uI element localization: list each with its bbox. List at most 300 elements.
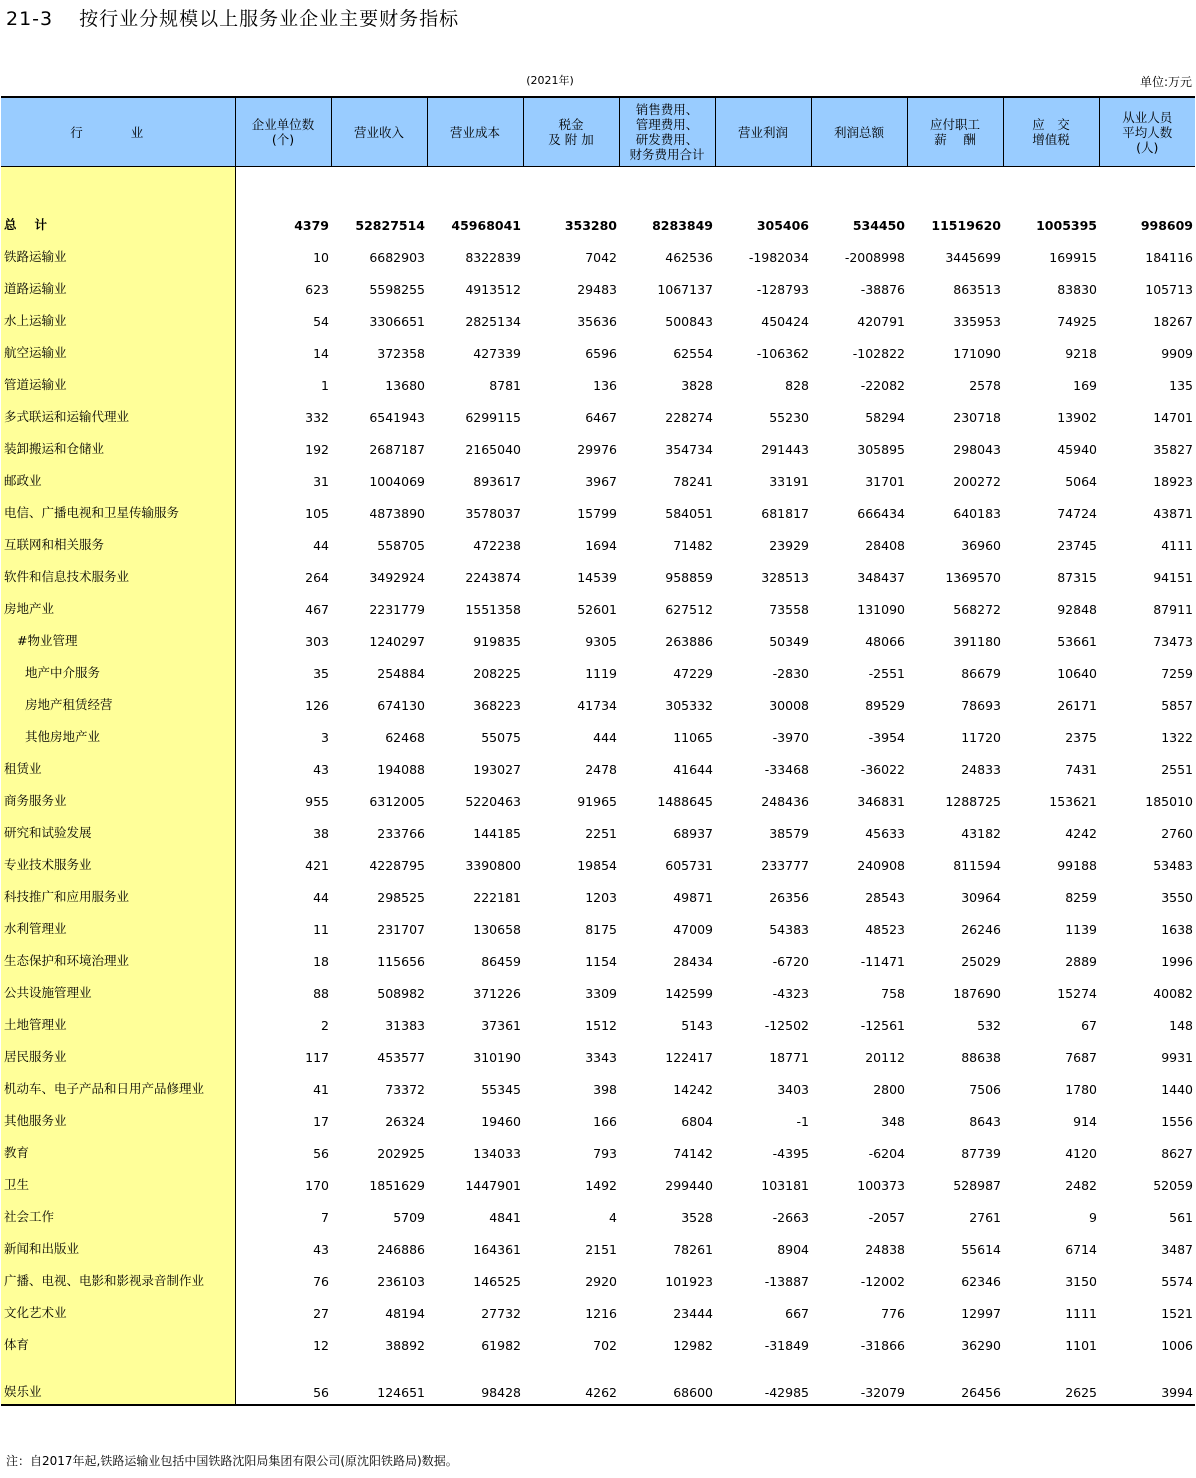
cell-avg-employees: 1556 [1161, 1113, 1193, 1129]
cell-vat-payable: 1005395 [1036, 217, 1097, 233]
cell-enterprise-count: 56 [235, 1357, 331, 1405]
cell-wages-payable: 3445699 [945, 249, 1001, 265]
cell-operating-revenue: 674130 [377, 697, 425, 713]
cell-taxes-surcharges: 19854 [577, 857, 617, 873]
cell-total-profit: -2008998 [844, 249, 905, 265]
table-body [1, 167, 1195, 1405]
cell-expenses-total: 41644 [673, 761, 713, 777]
cell-taxes-surcharges: 166 [593, 1113, 617, 1129]
cell-enterprise-count: 18 [313, 953, 329, 969]
header-expenses-total: 销售费用、 管理费用、 研发费用、 财务费用合计 [619, 97, 715, 167]
cell-operating-cost: 2243874 [465, 569, 521, 585]
cell-total-profit: -11471 [860, 953, 905, 969]
cell-taxes-surcharges: 702 [593, 1337, 617, 1353]
cell-operating-cost: 3390800 [465, 857, 521, 873]
cell-operating-cost: 19460 [481, 1113, 521, 1129]
cell-operating-profit: 18771 [769, 1049, 809, 1065]
cell-total-profit: -31866 [860, 1337, 905, 1353]
cell-expenses-total: 11065 [673, 729, 713, 745]
industry-name: 居民服务业 [1, 1037, 235, 1069]
cell-expenses-total: 8283849 [652, 217, 713, 233]
cell-enterprise-count: 54 [313, 313, 329, 329]
cell-taxes-surcharges: 1216 [585, 1305, 617, 1321]
cell-avg-employees: 3994 [1099, 1357, 1195, 1405]
cell-wages-payable: 86679 [961, 665, 1001, 681]
industry-name: 水利管理业 [1, 909, 235, 941]
cell-avg-employees: 1322 [1161, 729, 1193, 745]
cell-operating-revenue: 52827514 [355, 217, 425, 233]
industry-name: 科技推广和应用服务业 [1, 877, 235, 909]
cell-taxes-surcharges: 3343 [585, 1049, 617, 1065]
cell-operating-revenue: 558705 [377, 537, 425, 553]
cell-enterprise-count: 41 [313, 1081, 329, 1097]
cell-total-profit: -2551 [868, 665, 905, 681]
cell-operating-profit: -42985 [715, 1357, 811, 1405]
cell-taxes-surcharges: 29976 [577, 441, 617, 457]
cell-vat-payable: 67 [1081, 1017, 1097, 1033]
cell-avg-employees: 4111 [1161, 537, 1193, 553]
cell-total-profit: -38876 [860, 281, 905, 297]
cell-avg-employees: 9931 [1161, 1049, 1193, 1065]
cell-enterprise-count: 955 [305, 793, 329, 809]
cell-operating-revenue: 124651 [331, 1357, 427, 1405]
cell-avg-employees: 18923 [1153, 473, 1193, 489]
cell-taxes-surcharges: 4262 [523, 1357, 619, 1405]
cell-avg-employees: 35827 [1153, 441, 1193, 457]
cell-total-profit: 100373 [857, 1177, 905, 1193]
cell-operating-cost: 1447901 [465, 1177, 521, 1193]
cell-operating-profit: -2830 [772, 665, 809, 681]
table-number: 21-3 [6, 8, 54, 30]
financial-indicators-table [1, 96, 1195, 1406]
cell-operating-cost: 37361 [481, 1017, 521, 1033]
cell-taxes-surcharges: 1694 [585, 537, 617, 553]
cell-vat-payable: 6714 [1065, 1241, 1097, 1257]
cell-enterprise-count: 303 [305, 633, 329, 649]
table-row [1, 717, 1195, 749]
table-row [1, 1325, 1195, 1357]
cell-total-profit: 305895 [857, 441, 905, 457]
cell-wages-payable: 78693 [961, 697, 1001, 713]
table-row [1, 1293, 1195, 1325]
cell-wages-payable: 11720 [961, 729, 1001, 745]
industry-name: 新闻和出版业 [1, 1229, 235, 1261]
cell-total-profit: 776 [881, 1305, 905, 1321]
cell-taxes-surcharges: 1492 [585, 1177, 617, 1193]
cell-enterprise-count: 170 [305, 1177, 329, 1193]
cell-taxes-surcharges: 444 [593, 729, 617, 745]
header-enterprise-count: 企业单位数 (个) [235, 97, 331, 167]
cell-total-profit: 20112 [865, 1049, 905, 1065]
industry-name: 道路运输业 [1, 269, 235, 301]
cell-operating-revenue: 4228795 [369, 857, 425, 873]
cell-wages-payable: 391180 [953, 633, 1001, 649]
cell-operating-cost: 4913512 [465, 281, 521, 297]
cell-operating-revenue: 62468 [385, 729, 425, 745]
header-row [1, 97, 1195, 167]
industry-name: 软件和信息技术服务业 [1, 557, 235, 589]
cell-taxes-surcharges: 1203 [585, 889, 617, 905]
table-row [1, 1005, 1195, 1037]
cell-operating-revenue: 2687187 [369, 441, 425, 457]
cell-avg-employees: 1521 [1161, 1305, 1193, 1321]
table-row [1, 845, 1195, 877]
cell-vat-payable: 26171 [1057, 697, 1097, 713]
cell-wages-payable: 88638 [961, 1049, 1001, 1065]
cell-total-profit: 758 [881, 985, 905, 1001]
table-row [1, 877, 1195, 909]
industry-name: 多式联运和运输代理业 [1, 397, 235, 429]
cell-enterprise-count: 105 [305, 505, 329, 521]
cell-total-profit: 24838 [865, 1241, 905, 1257]
cell-taxes-surcharges: 2920 [585, 1273, 617, 1289]
cell-total-profit: -6204 [868, 1145, 905, 1161]
cell-expenses-total: 228274 [665, 409, 713, 425]
cell-operating-revenue: 6312005 [369, 793, 425, 809]
industry-name: 体育 [1, 1325, 235, 1357]
cell-total-profit: -12561 [860, 1017, 905, 1033]
cell-wages-payable: 230718 [953, 409, 1001, 425]
unit-label: 单位:万元 [1139, 75, 1192, 89]
cell-vat-payable: 5064 [1065, 473, 1097, 489]
cell-operating-profit: -128793 [756, 281, 809, 297]
cell-expenses-total: 47009 [673, 921, 713, 937]
table-row [1, 1069, 1195, 1101]
cell-expenses-total: 28434 [673, 953, 713, 969]
cell-total-profit: 240908 [857, 857, 905, 873]
cell-operating-cost: 98428 [427, 1357, 523, 1405]
cell-enterprise-count: 11 [313, 921, 329, 937]
cell-total-profit: 346831 [857, 793, 905, 809]
header-total-profit: 利润总额 [811, 97, 907, 167]
industry-name: 租赁业 [1, 749, 235, 781]
cell-enterprise-count: 10 [313, 249, 329, 265]
cell-vat-payable: 2482 [1065, 1177, 1097, 1193]
cell-taxes-surcharges: 136 [593, 377, 617, 393]
cell-taxes-surcharges: 91965 [577, 793, 617, 809]
cell-operating-revenue: 31383 [385, 1017, 425, 1033]
cell-vat-payable: 74925 [1057, 313, 1097, 329]
cell-operating-profit: 73558 [769, 601, 809, 617]
cell-wages-payable: 568272 [953, 601, 1001, 617]
cell-operating-revenue: 1240297 [369, 633, 425, 649]
cell-avg-employees: 998609 [1140, 217, 1193, 233]
table-row [1, 269, 1195, 301]
cell-total-profit: 666434 [857, 505, 905, 521]
cell-wages-payable: 532 [977, 1017, 1001, 1033]
industry-name: 商务服务业 [1, 781, 235, 813]
cell-operating-revenue: 194088 [377, 761, 425, 777]
cell-operating-profit: -3970 [772, 729, 809, 745]
cell-avg-employees: 43871 [1153, 505, 1193, 521]
cell-total-profit: 45633 [865, 825, 905, 841]
cell-operating-profit: -6720 [772, 953, 809, 969]
cell-operating-cost: 427339 [473, 345, 521, 361]
table-row [1, 621, 1195, 653]
cell-expenses-total: 605731 [665, 857, 713, 873]
cell-enterprise-count: 421 [305, 857, 329, 873]
cell-vat-payable: 99188 [1057, 857, 1097, 873]
cell-avg-employees: 185010 [1145, 793, 1193, 809]
cell-taxes-surcharges: 6596 [585, 345, 617, 361]
table-row [1, 973, 1195, 1005]
cell-wages-payable: 43182 [961, 825, 1001, 841]
cell-total-profit: 48523 [865, 921, 905, 937]
cell-wages-payable: 12997 [961, 1305, 1001, 1321]
cell-operating-revenue: 4873890 [369, 505, 425, 521]
cell-operating-profit: 291443 [761, 441, 809, 457]
footnote: 注：自2017年起,铁路运输业包括中国铁路沈阳局集团有限公司(原沈阳铁路局)数据。 [6, 1454, 458, 1468]
cell-operating-revenue: 298525 [377, 889, 425, 905]
cell-operating-revenue: 372358 [377, 345, 425, 361]
industry-name: 土地管理业 [1, 1005, 235, 1037]
cell-wages-payable: 863513 [953, 281, 1001, 297]
cell-avg-employees: 18267 [1153, 313, 1193, 329]
cell-vat-payable: 92848 [1057, 601, 1097, 617]
cell-wages-payable: 8643 [969, 1113, 1001, 1129]
cell-operating-revenue: 3492924 [369, 569, 425, 585]
cell-enterprise-count: 264 [305, 569, 329, 585]
cell-operating-profit: 55230 [769, 409, 809, 425]
cell-expenses-total: 263886 [665, 633, 713, 649]
cell-wages-payable: 171090 [953, 345, 1001, 361]
header-industry: 行 业 [1, 97, 235, 167]
industry-name: 地产中介服务 [1, 653, 235, 685]
cell-avg-employees: 2760 [1161, 825, 1193, 841]
cell-total-profit: 28543 [865, 889, 905, 905]
cell-enterprise-count: 192 [305, 441, 329, 457]
cell-expenses-total: 3828 [681, 377, 713, 393]
industry-name: 房地产业 [1, 589, 235, 621]
cell-wages-payable: 26456 [907, 1357, 1003, 1405]
cell-taxes-surcharges: 1154 [585, 953, 617, 969]
cell-avg-employees: 2551 [1161, 761, 1193, 777]
cell-enterprise-count: 12 [313, 1337, 329, 1353]
cell-operating-revenue: 5598255 [369, 281, 425, 297]
cell-taxes-surcharges: 398 [593, 1081, 617, 1097]
cell-enterprise-count: 38 [313, 825, 329, 841]
cell-operating-cost: 144185 [473, 825, 521, 841]
cell-wages-payable: 55614 [961, 1241, 1001, 1257]
cell-operating-profit: -1 [796, 1113, 809, 1129]
cell-total-profit: 58294 [865, 409, 905, 425]
industry-name: 文化艺术业 [1, 1293, 235, 1325]
industry-name: 生态保护和环境治理业 [1, 941, 235, 973]
cell-wages-payable: 811594 [953, 857, 1001, 873]
cell-operating-revenue: 48194 [385, 1305, 425, 1321]
cell-vat-payable: 153621 [1049, 793, 1097, 809]
cell-expenses-total: 354734 [665, 441, 713, 457]
cell-total-profit: -22082 [860, 377, 905, 393]
table-row [1, 1229, 1195, 1261]
industry-name: 其他房地产业 [1, 717, 235, 749]
cell-wages-payable: 26246 [961, 921, 1001, 937]
cell-operating-revenue: 6541943 [369, 409, 425, 425]
cell-expenses-total: 6804 [681, 1113, 713, 1129]
cell-enterprise-count: 43 [313, 761, 329, 777]
cell-avg-employees: 52059 [1153, 1177, 1193, 1193]
cell-vat-payable: 2375 [1065, 729, 1097, 745]
cell-wages-payable: 11519620 [931, 217, 1001, 233]
cell-operating-profit: -1982034 [748, 249, 809, 265]
cell-total-profit: 420791 [857, 313, 905, 329]
table-row [1, 781, 1195, 813]
cell-vat-payable: 10640 [1057, 665, 1097, 681]
cell-operating-revenue: 6682903 [369, 249, 425, 265]
cell-taxes-surcharges: 8175 [585, 921, 617, 937]
cell-operating-cost: 8322839 [465, 249, 521, 265]
cell-vat-payable: 1780 [1065, 1081, 1097, 1097]
header-operating-cost: 营业成本 [427, 97, 523, 167]
industry-name: 教育 [1, 1133, 235, 1165]
industry-name: 水上运输业 [1, 301, 235, 333]
cell-vat-payable: 53661 [1057, 633, 1097, 649]
cell-enterprise-count: 88 [313, 985, 329, 1001]
cell-wages-payable: 1369570 [945, 569, 1001, 585]
cell-avg-employees: 40082 [1153, 985, 1193, 1001]
cell-expenses-total: 12982 [673, 1337, 713, 1353]
cell-operating-revenue: 202925 [377, 1145, 425, 1161]
cell-operating-revenue: 246886 [377, 1241, 425, 1257]
cell-avg-employees: 87911 [1153, 601, 1193, 617]
cell-operating-cost: 893617 [473, 473, 521, 489]
industry-name: 航空运输业 [1, 333, 235, 365]
table-row [1, 749, 1195, 781]
cell-operating-profit: 248436 [761, 793, 809, 809]
cell-vat-payable: 3150 [1065, 1273, 1097, 1289]
cell-operating-profit: -4395 [772, 1145, 809, 1161]
cell-enterprise-count: 56 [313, 1145, 329, 1161]
table-row [1, 1197, 1195, 1229]
cell-total-profit: -102822 [852, 345, 905, 361]
table-row [1, 909, 1195, 941]
cell-taxes-surcharges: 353280 [564, 217, 617, 233]
cell-operating-revenue: 236103 [377, 1273, 425, 1289]
cell-taxes-surcharges: 4 [609, 1209, 617, 1225]
cell-operating-cost: 919835 [473, 633, 521, 649]
cell-expenses-total: 74142 [673, 1145, 713, 1161]
cell-operating-revenue: 231707 [377, 921, 425, 937]
cell-wages-payable: 200272 [953, 473, 1001, 489]
cell-wages-payable: 36290 [961, 1337, 1001, 1353]
cell-operating-revenue: 115656 [377, 953, 425, 969]
header-vat-payable: 应 交 增值税 [1003, 97, 1099, 167]
header-wages-payable: 应付职工 薪 酬 [907, 97, 1003, 167]
cell-operating-cost: 222181 [473, 889, 521, 905]
table-row [1, 301, 1195, 333]
spacer-row [1, 167, 1195, 205]
cell-wages-payable: 24833 [961, 761, 1001, 777]
cell-vat-payable: 914 [1073, 1113, 1097, 1129]
table-title: 按行业分规模以上服务业企业主要财务指标 [79, 8, 460, 30]
cell-taxes-surcharges: 3967 [585, 473, 617, 489]
cell-enterprise-count: 14 [313, 345, 329, 361]
cell-enterprise-count: 31 [313, 473, 329, 489]
cell-expenses-total: 627512 [665, 601, 713, 617]
cell-operating-cost: 2165040 [465, 441, 521, 457]
cell-operating-profit: 681817 [761, 505, 809, 521]
cell-operating-cost: 5220463 [465, 793, 521, 809]
table-row [1, 685, 1195, 717]
cell-operating-profit: 30008 [769, 697, 809, 713]
cell-vat-payable: 1139 [1065, 921, 1097, 937]
cell-wages-payable: 335953 [953, 313, 1001, 329]
industry-name: 装卸搬运和仓储业 [1, 429, 235, 461]
cell-avg-employees: 1006 [1161, 1337, 1193, 1353]
cell-total-profit: 348 [881, 1113, 905, 1129]
cell-avg-employees: 14701 [1153, 409, 1193, 425]
cell-avg-employees: 148 [1169, 1017, 1193, 1033]
cell-enterprise-count: 1 [321, 377, 329, 393]
cell-operating-cost: 2825134 [465, 313, 521, 329]
cell-avg-employees: 7259 [1161, 665, 1193, 681]
cell-expenses-total: 305332 [665, 697, 713, 713]
cell-total-profit: 31701 [865, 473, 905, 489]
cell-operating-revenue: 254884 [377, 665, 425, 681]
cell-avg-employees: 9909 [1161, 345, 1193, 361]
cell-vat-payable: 9218 [1065, 345, 1097, 361]
cell-avg-employees: 1996 [1161, 953, 1193, 969]
cell-wages-payable: 2578 [969, 377, 1001, 393]
cell-avg-employees: 105713 [1145, 281, 1193, 297]
cell-expenses-total: 78261 [673, 1241, 713, 1257]
cell-operating-profit: 328513 [761, 569, 809, 585]
cell-enterprise-count: 4379 [294, 217, 329, 233]
cell-expenses-total: 47229 [673, 665, 713, 681]
cell-operating-cost: 371226 [473, 985, 521, 1001]
cell-expenses-total: 23444 [673, 1305, 713, 1321]
cell-expenses-total: 142599 [665, 985, 713, 1001]
cell-enterprise-count: 7 [321, 1209, 329, 1225]
cell-avg-employees: 1638 [1161, 921, 1193, 937]
cell-operating-revenue: 1004069 [369, 473, 425, 489]
industry-name: 娱乐业 [1, 1357, 235, 1405]
cell-operating-revenue: 26324 [385, 1113, 425, 1129]
cell-expenses-total: 122417 [665, 1049, 713, 1065]
table-row [1, 1261, 1195, 1293]
cell-expenses-total: 299440 [665, 1177, 713, 1193]
cell-expenses-total: 1067137 [657, 281, 713, 297]
cell-wages-payable: 36960 [961, 537, 1001, 553]
cell-expenses-total: 49871 [673, 889, 713, 905]
cell-expenses-total: 5143 [681, 1017, 713, 1033]
cell-operating-revenue: 453577 [377, 1049, 425, 1065]
cell-enterprise-count: 44 [313, 889, 329, 905]
table-row [1, 1133, 1195, 1165]
table-row [1, 1037, 1195, 1069]
cell-expenses-total: 14242 [673, 1081, 713, 1097]
cell-expenses-total: 1488645 [657, 793, 713, 809]
cell-expenses-total: 958859 [665, 569, 713, 585]
table-row [1, 333, 1195, 365]
cell-operating-cost: 45968041 [451, 217, 521, 233]
cell-avg-employees: 8627 [1161, 1145, 1193, 1161]
cell-operating-profit: 50349 [769, 633, 809, 649]
cell-avg-employees: 3550 [1161, 889, 1193, 905]
cell-total-profit: 89529 [865, 697, 905, 713]
cell-operating-revenue: 3306651 [369, 313, 425, 329]
cell-enterprise-count: 3 [321, 729, 329, 745]
industry-name: 专业技术服务业 [1, 845, 235, 877]
cell-avg-employees: 53483 [1153, 857, 1193, 873]
cell-operating-revenue: 5709 [393, 1209, 425, 1225]
table-row [1, 429, 1195, 461]
cell-wages-payable: 62346 [961, 1273, 1001, 1289]
cell-taxes-surcharges: 2151 [585, 1241, 617, 1257]
table-row [1, 461, 1195, 493]
industry-name: 机动车、电子产品和日用产品修理业 [1, 1069, 235, 1101]
cell-vat-payable: 74724 [1057, 505, 1097, 521]
